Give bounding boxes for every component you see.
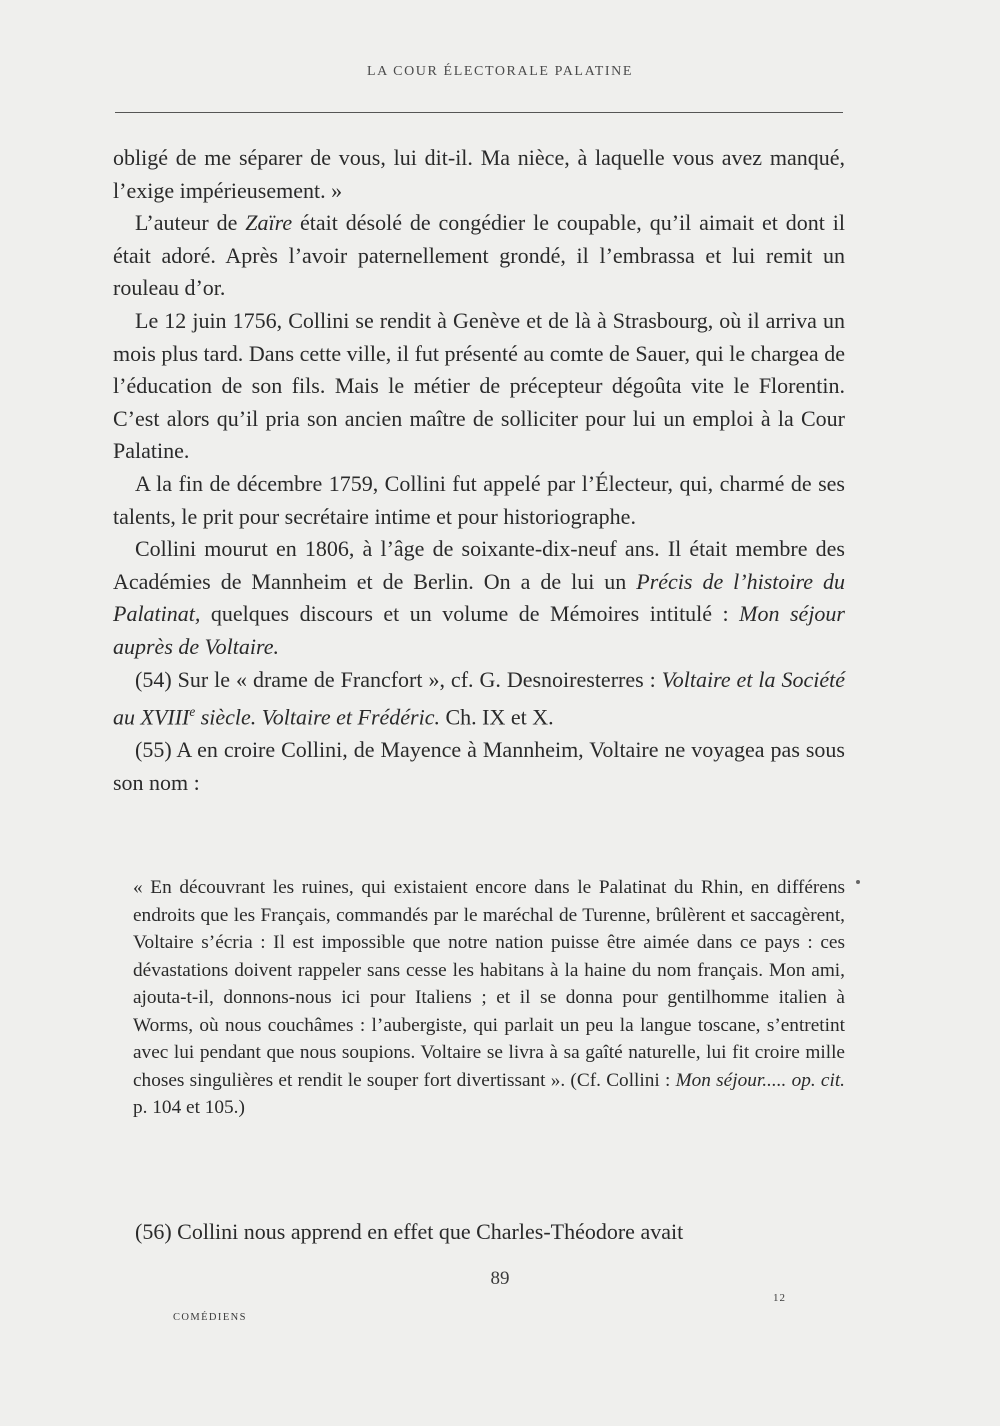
italic-text: Précis de l’histoire du Palatinat, bbox=[113, 568, 845, 627]
paragraph bbox=[113, 142, 845, 207]
italic-text: siècle. Voltaire et Frédéric. bbox=[195, 704, 440, 730]
quote-text bbox=[133, 874, 845, 1122]
text-run: Ch. IX et X. bbox=[440, 704, 554, 730]
italic-text: e bbox=[189, 704, 196, 720]
main-text bbox=[113, 142, 845, 799]
sheet-number: 12 bbox=[773, 1292, 786, 1304]
paragraph bbox=[113, 207, 845, 305]
running-head: LA COUR ÉLECTORALE PALATINE bbox=[366, 64, 634, 79]
signature-mark: COMÉDIENS bbox=[173, 1312, 247, 1323]
italic-text: Mon séjour auprès de Voltaire. bbox=[113, 601, 845, 659]
block-quote bbox=[133, 874, 845, 1122]
text-run: p. 104 et 105.) bbox=[133, 1097, 245, 1118]
text-run: (56) Collini nous apprend en effet que Charles-Théodore avait bbox=[135, 1219, 684, 1244]
text-run: obligé de me séparer de vous, lui dit-il. Ma nièce, à laquelle vous avez manqué, l’exige impérieusement. » bbox=[113, 145, 845, 203]
text-run: (55) A en croire Collini, de Mayence à Mannheim, Voltaire ne voyagea pas sous son nom : bbox=[113, 737, 845, 795]
footnote-56 bbox=[113, 1216, 845, 1248]
text-run: L’auteur de bbox=[135, 210, 246, 236]
footnote-54 bbox=[113, 664, 845, 735]
text-run: Collini mourut en 1806, à l’âge de soixante-dix-neuf ans. Il était membre des Académies de Mannheim et de Berlin. On a de lui un bbox=[113, 536, 845, 594]
margin-dot bbox=[856, 880, 860, 884]
text-run: Le 12 juin 1756, Collini se rendit à Genève et de là à Strasbourg, où il arriva un mois plus tard. Dans cette ville, il fut présenté au comte de Sauer, qui le chargea de l’éducation de son fils. Mais le métier de précepteur dégoûta vite le Florentin. C’est alors qu’il pria son ancien maître de solliciter pour lui un emploi à la Cour Palatine. bbox=[113, 307, 845, 464]
italic-text: Zaïre bbox=[245, 210, 293, 236]
italic-text: Voltaire et la Société au XVIII bbox=[113, 666, 845, 730]
text-run: « En découvrant les ruines, qui existaient encore dans le Palatinat du Rhin, en différens endroits que les Français, commandés par le maréchal de Turenne, brûlèrent et saccagèrent, Voltaire s’écria : Il est impossible que notre nation puisse être aimée dans ce pays : ces dévastations doivent rappeler sans cesse les habitans à la haine du nom français. Mon ami, ajouta-t-il, donnons-nous ici pour Italiens ; et il se donna pour gentilhomme italien à Worms, où nous couchâmes : l’aubergiste, qui parlait un peu la langue toscane, s’entretint avec lui pendant que nous soupions. Voltaire se livra à sa gaîté naturelle, lui fit croire mille choses singulières et rendit le souper fort divertissant ». (Cf. Collini : bbox=[133, 877, 845, 1091]
paragraph bbox=[113, 468, 845, 533]
text-run: quelques discours et un volume de Mémoires intitulé : bbox=[200, 601, 740, 627]
paragraph bbox=[113, 305, 845, 468]
header-rule bbox=[115, 112, 843, 113]
page-number: 89 bbox=[490, 1268, 510, 1289]
paragraph bbox=[113, 533, 845, 663]
footnote-56-block bbox=[113, 1216, 845, 1248]
text-run: (54) Sur le « drame de Francfort », cf. G. Desnoiresterres : bbox=[135, 666, 662, 692]
footnote-55 bbox=[113, 734, 845, 799]
text-run: A la fin de décembre 1759, Collini fut appelé par l’Électeur, qui, charmé de ses talents, le prit pour secrétaire intime et pour historiographe. bbox=[113, 470, 845, 529]
italic-text: Mon séjour..... op. cit. bbox=[675, 1069, 845, 1091]
text-run: était désolé de congédier le coupable, qu’il aimait et dont il était adoré. Après l’avoir paternellement grondé, il l’embrassa et lui remit un rouleau d’or. bbox=[113, 210, 846, 301]
